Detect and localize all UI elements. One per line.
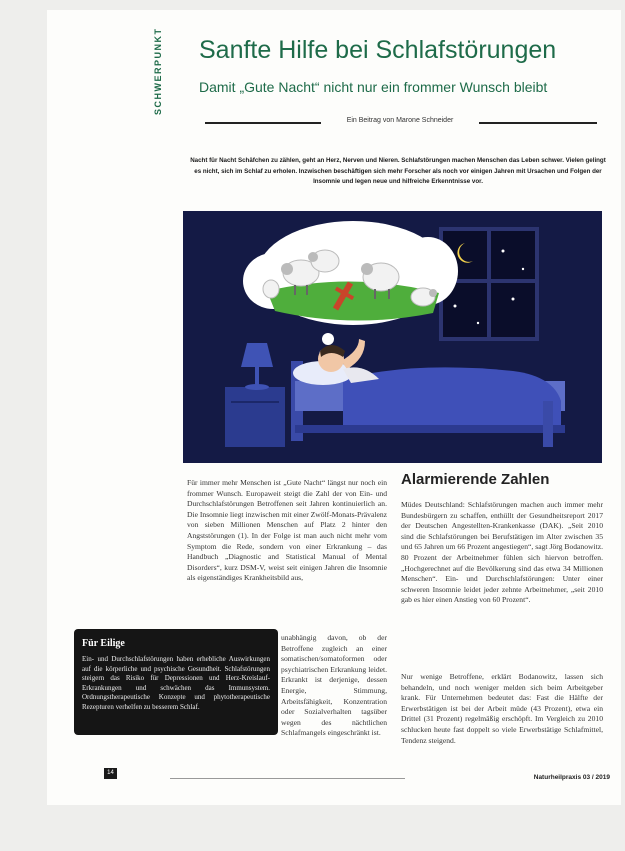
star-icon bbox=[512, 298, 515, 301]
summary-box-title: Für Eilige bbox=[82, 638, 125, 649]
summary-box bbox=[74, 629, 278, 735]
byline-bar bbox=[205, 117, 597, 129]
section-heading: Alarmierende Zahlen bbox=[401, 471, 550, 488]
byline: Ein Beitrag von Marone Schneider bbox=[346, 117, 454, 124]
lead-paragraph: Nacht für Nacht Schäfchen zu zählen, geht an Herz, Nerven und Nieren. Schlafstörungen machen Menschen das Leben schwer. Vielen gelingt es nicht, sich im Schlaf zu erholen. Inzwischen beschäftigen sich mehr Forscher als noch vor einigen Jahren mit Ursachen und Folgen der Insomnie und legen neue und hilfreiche Erkenntnisse vor. bbox=[190, 157, 606, 185]
body-column-2-continued: Nur wenige Betroffene, erklärt Bodanowitz, lassen sich behandeln, und noch weniger melden sich beim Arbeitgeber krank. Für Unternehmen bedeutet das: Fast die Hälfte der Erwerbstätigen ist bei der Arbeit müde (43 Prozent), etwa ein Drittel (31 Prozent) regelmäßig erschöpft. Im Vergleich zu 2010 schlucken heute fast doppelt so viele Erwerbstätige Schlafmittel, Tendenz steigend. bbox=[401, 672, 603, 745]
body-column-1-continued: unabhängig davon, ob der Betroffene zugleich an einer somatischen/somatoformen oder psychiatrischen Erkrankung leidet. Erkrankt ist derjenige, dessen Energie, Stimmung, Arbeitsfähigkeit, Konzentration oder Sozialverhalten tagsüber wegen des nächtlichen Schlafmangels eingeschränkt ist. bbox=[281, 633, 387, 738]
section-label: SCHWERPUNKT bbox=[153, 28, 163, 116]
body-column-1: Für immer mehr Menschen ist „Gute Nacht“ längst nur noch ein frommer Wunsch. Europaweit steigt die Zahl der von Ein- und Durchschlafstörungen Betroffenen seit Jahren kontinuierlich an. Die Insomnie liegt inzwischen mit einer Zwölf-Monats-Prävalenz von sieben Millionen Menschen auf Platz 2 hinter den Angststörungen (1). In der Folge ist man auch nicht mehr vom Symptom die Rede, sondern von einer Erkrankung – das Handbuch „Diagnostic and Statistical Manual of Mental Disorders“, kurz DSM-V, weist seit einigen Jahren die Insomnie als eigenständiges Krankheitsbild aus, bbox=[187, 478, 387, 583]
body-column-2: Müdes Deutschland: Schlafstörungen machen auch immer mehr Bundesbürgern zu schaffen, enthüllt der Gesundheitsreport 2017 der Deutschen Angestellten-Krankenkasse (DAK). „Seit 2010 sind die Schlafstörungen bei Berufstätigen im Alter zwischen 35 und 65 Jahren um 66 Prozent angestiegen“, sagt Jörg Bodanowitz. 80 Prozent der Arbeitnehmer fühlen sich hiervon betroffen. „Hochgerechnet auf die Bevölkerung sind das etwa 34 Millionen Menschen“. Ein- und Durchschlafstörungen: Unter einer schweren Insomnie leidet jeder zehnte Arbeitnehmer, „seit 2010 gab es hier einen Anstieg von 60 Prozent“. bbox=[401, 500, 603, 605]
article-subtitle: Damit „Gute Nacht“ nicht nur ein frommer Wunsch bleibt bbox=[199, 79, 548, 95]
sheep-icon bbox=[263, 280, 279, 298]
star-icon bbox=[477, 322, 479, 324]
star-icon bbox=[502, 250, 505, 253]
summary-box-text: Ein- und Durchschlafstörungen haben erhebliche Auswirkungen auf die körperliche und psychische Gesundheit. Schlafstörungen steigern das Risiko für Depressionen und Herz-Kreislauf-Erkrankungen und schwächen das Immunsystem. Ordnungstherapeutische Konzepte und phytotherapeutische Rezepturen verhelfen zu besserem Schlaf. bbox=[82, 655, 270, 711]
journal-reference: Naturheilpraxis 03 / 2019 bbox=[533, 774, 610, 781]
footer-rule bbox=[170, 778, 405, 779]
byline-rule-left bbox=[205, 122, 321, 124]
page-number: 14 bbox=[104, 768, 117, 779]
article-title: Sanfte Hilfe bei Schlafstörungen bbox=[199, 36, 557, 64]
star-icon bbox=[522, 268, 524, 270]
byline-rule-right bbox=[479, 122, 597, 124]
sleepless-illustration bbox=[183, 211, 602, 463]
star-icon bbox=[454, 305, 457, 308]
